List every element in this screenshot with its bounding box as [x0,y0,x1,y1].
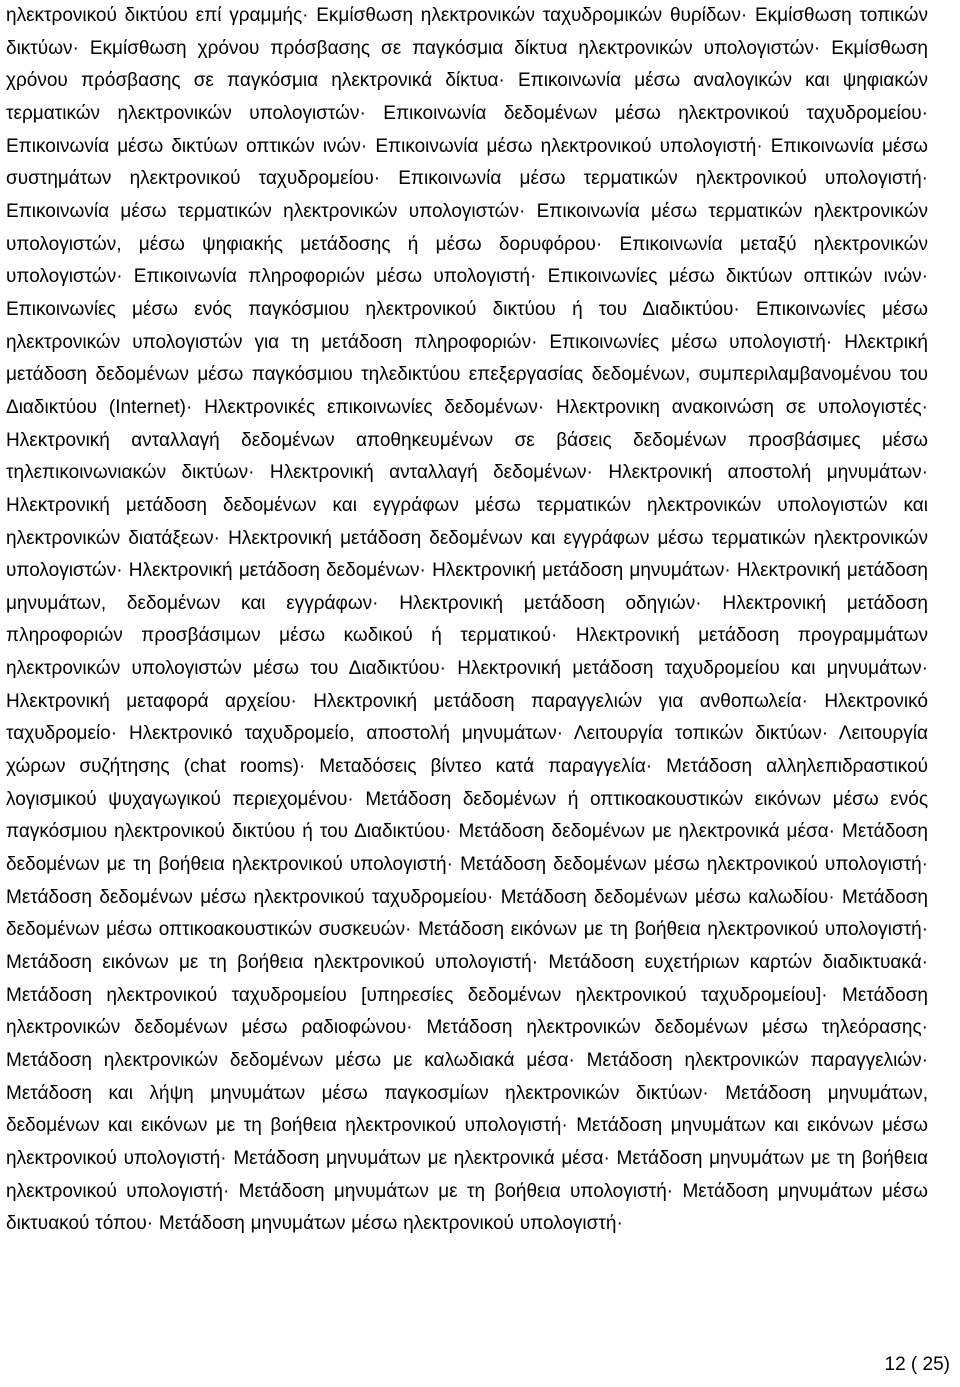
page-number: 12 ( 25) [884,1354,950,1375]
body-text: ηλεκτρονικού δικτύου επί γραμμής· Εκμίσθωση ηλεκτρονικών ταχυδρομικών θυρίδων· Εκμίσθωση τοπικών δικτύων· Εκμίσθωση χρόνου πρόσβασης σε παγκόσμια δίκτυα ηλεκτρονικών υπολογιστών· Εκμίσθωση χρόνου πρόσβασης σε παγκόσμια ηλεκτρονικά δίκτυα· Επικοινωνία μέσω αναλογικών και ψηφιακών τερματικών ηλεκτρονικών υπολογιστών· Επικοινωνία δεδομένων μέσω ηλεκτρονικού ταχυδρομείου· Επικοινωνία μέσω δικτύων οπτικών ινών· Επικοινωνία μέσω ηλεκτρονικού υπολογιστή· Επικοινωνία μέσω συστημάτων ηλεκτρονικού ταχυδρομείου· Επικοινωνία μέσω τερματικών ηλεκτρονικού υπολογιστή· Επικοινωνία μέσω τερματικών ηλεκτρονικών υπολογιστών· Επικοινωνία μέσω τερματικών ηλεκτρονικών υπολογιστών, μέσω ψηφιακής μετάδοσης ή μέσω δορυφόρου· Επικοινωνία μεταξύ ηλεκτρονικών υπολογιστών· Επικοινωνία πληροφοριών μέσω υπολογιστή· Επικοινωνίες μέσω δικτύων οπτικών ινών· Επικοινωνίες μέσω ενός παγκόσμιου ηλεκτρονικού δικτύου ή του Διαδικτύου· Επικοινωνίες μέσω ηλεκτρονικών υπολογιστών για τη μετάδοση πληροφοριών· Επικοινωνίες μέσω υπολογιστή· Ηλεκτρική μετάδοση δεδομένων μέσω παγκόσμιου τηλεδικτύου επεξεργασίας δεδομένων, συμπεριλαμβανομένου του Διαδικτύου (Internet)· Ηλεκτρονικές επικοινωνίες δεδομένων· Ηλεκτρονικη ανακοινώση σε υπολογιστές· Ηλεκτρονική ανταλλαγή δεδομένων αποθηκευμένων σε βάσεις δεδομένων προσβάσιμες μέσω τηλεπικοινωνιακών δικτύων· Ηλεκτρονική ανταλλαγή δεδομένων· Ηλεκτρονική αποστολή μηνυμάτων· Ηλεκτρονική μετάδοση δεδομένων και εγγράφων μέσω τερματικών ηλεκτρονικών υπολογιστών και ηλεκτρονικών διατάξεων· Ηλεκτρονική μετάδοση δεδομένων και εγγράφων μέσω τερματικών ηλεκτρονικών υπολογιστών· Ηλεκτρονική μετάδοση δεδομένων· Ηλεκτρονική μετάδοση μηνυμάτων· Ηλεκτρονική μετάδοση μηνυμάτων, δεδομένων και εγγράφων· Ηλεκτρονική μετάδοση οδηγιών· Ηλεκτρονική μετάδοση πληροφοριών προσβάσιμων μέσω κωδικού ή τερματικού· Ηλεκτρονική μετάδοση προγραμμάτων ηλεκτρονικών υπολογιστών μέσω του Διαδικτύου· Ηλεκτρονική μετάδοση ταχυδρομείου και μηνυμάτων· Ηλεκτρονική μεταφορά αρχείου· Ηλεκτρονική μετάδοση παραγγελιών για ανθοπωλεία· Ηλεκτρονικό ταχυδρομείο· Ηλεκτρονικό ταχυδρομείο, αποστολή μηνυμάτων· Λειτουργία τοπικών δικτύων· Λειτουργία χώρων συζήτησης (chat rooms)· Μεταδόσεις βίντεο κατά παραγγελία· Μετάδοση αλληλεπιδραστικού λογισμικού ψυχαγωγικού περιεχομένου· Μετάδοση δεδομένων ή οπτικοακουστικών εικόνων μέσω ενός παγκόσμιου ηλεκτρονικού δικτύου ή του Διαδικτύου· Μετάδοση δεδομένων με ηλεκτρονικά μέσα· Μετάδοση δεδομένων με τη βοήθεια ηλεκτρονικού υπολογιστή· Μετάδοση δεδομένων μέσω ηλεκτρονικού υπολογιστή· Μετάδοση δεδομένων μέσω ηλεκτρονικού ταχυδρομείου· Μετάδοση δεδομένων μέσω καλωδίου· Μετάδοση δεδομένων μέσω οπτικοακουστικών συσκευών· Μετάδοση εικόνων με τη βοήθεια ηλεκτρονικού υπολογιστή· Μετάδοση εικόνων με τη βοήθεια ηλεκτρονικού υπολογιστή· Μετάδοση ευχετήριων καρτών διαδικτυακά· Μετάδοση ηλεκτρονικού ταχυδρομείου [υπηρεσίες δεδομένων ηλεκτρονικού ταχυδρομείου]· Μετάδοση ηλεκτρονικών δεδομένων μέσω ραδιοφώνου· Μετάδοση ηλεκτρονικών δεδομένων μέσω τηλεόρασης· Μετάδοση ηλεκτρονικών δεδομένων μέσω με καλωδιακά μέσα· Μετάδοση ηλεκτρονικών παραγγελιών· Μετάδοση και λήψη μηνυμάτων μέσω παγκοσμίων ηλεκτρονικών δικτύων· Μετάδοση μηνυμάτων, δεδομένων και εικόνων με τη βοήθεια ηλεκτρονικού υπολογιστή· Μετάδοση μηνυμάτων και εικόνων μέσω ηλεκτρονικού υπολογιστή· Μετάδοση μηνυμάτων με ηλεκτρονικά μέσα· Μετάδοση μηνυμάτων με τη βοήθεια ηλεκτρονικού υπολογιστή· Μετάδοση μηνυμάτων με τη βοήθεια υπολογιστή· Μετάδοση μηνυμάτων μέσω δικτυακού τόπου· Μετάδοση μηνυμάτων μέσω ηλεκτρονικού υπολογιστή· [6,5,928,1235]
